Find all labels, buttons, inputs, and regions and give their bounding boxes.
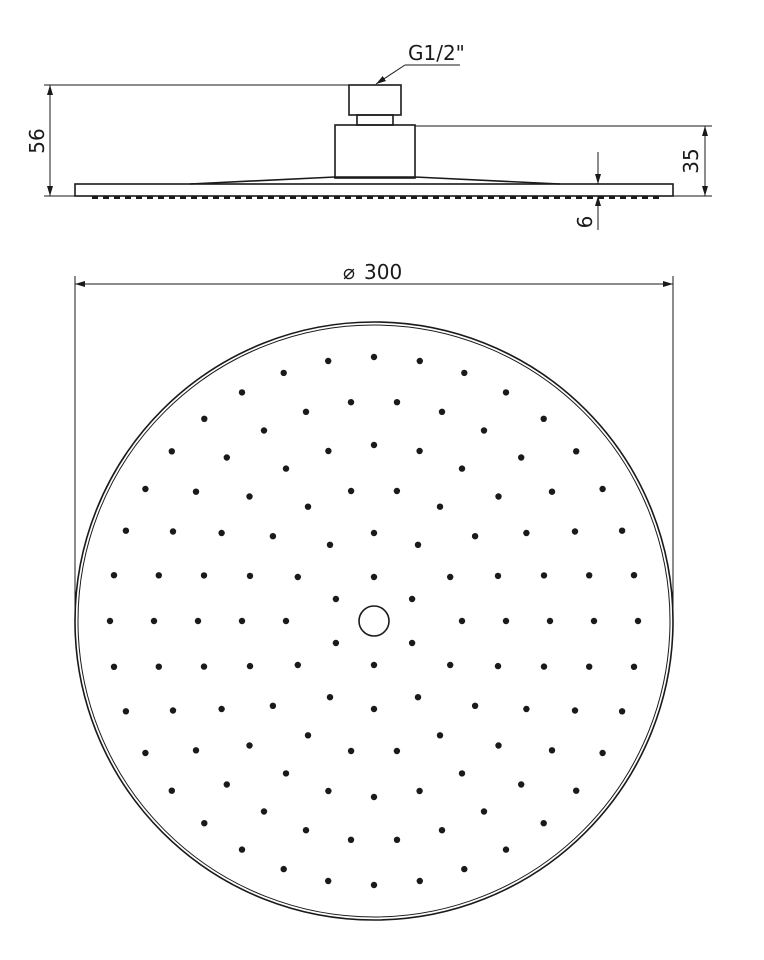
- nozzle-dot: [459, 770, 465, 776]
- side-nozzle: [356, 196, 362, 199]
- side-nozzle: [268, 196, 274, 199]
- nozzle-dot: [239, 618, 245, 624]
- side-nozzle: [510, 196, 516, 199]
- nozzle-dot: [573, 788, 579, 794]
- nozzle-dot: [371, 442, 377, 448]
- nozzle-dot: [295, 574, 301, 580]
- connector-nut: [349, 85, 401, 115]
- diameter-label: 300: [364, 260, 403, 284]
- nozzle-dot: [416, 788, 422, 794]
- nozzle-dot: [503, 389, 509, 395]
- side-nozzle: [191, 196, 197, 199]
- side-nozzle: [312, 196, 318, 199]
- connector-collar: [357, 115, 393, 125]
- nozzle-dot: [325, 878, 331, 884]
- side-nozzle: [455, 196, 461, 199]
- nozzle-dot: [169, 788, 175, 794]
- side-nozzle: [565, 196, 571, 199]
- nozzle-dot: [333, 640, 339, 646]
- nozzle-dot: [549, 747, 555, 753]
- dim-56-label: 56: [25, 128, 49, 154]
- side-nozzle: [444, 196, 450, 199]
- nozzle-dot: [246, 742, 252, 748]
- nozzle-dot: [327, 694, 333, 700]
- nozzle-dot: [394, 488, 400, 494]
- nozzle-dot: [156, 664, 162, 670]
- nozzle-dot: [123, 708, 129, 714]
- head-plate: [75, 184, 673, 196]
- nozzle-dot: [201, 663, 207, 669]
- nozzle-dot: [518, 454, 524, 460]
- side-nozzle: [433, 196, 439, 199]
- nozzle-dot: [371, 530, 377, 536]
- side-nozzle: [532, 196, 538, 199]
- nozzle-dot: [348, 399, 354, 405]
- side-nozzle: [114, 196, 120, 199]
- side-nozzle: [125, 196, 131, 199]
- side-nozzle: [521, 196, 527, 199]
- side-nozzle: [147, 196, 153, 199]
- side-nozzle: [169, 196, 175, 199]
- nozzle-dot: [371, 882, 377, 888]
- nozzle-dot: [409, 596, 415, 602]
- side-nozzle: [576, 196, 582, 199]
- nozzle-dot: [261, 427, 267, 433]
- nozzle-dot: [142, 486, 148, 492]
- nozzle-dot: [518, 781, 524, 787]
- side-nozzle: [213, 196, 219, 199]
- nozzle-dot: [572, 528, 578, 534]
- nozzle-dot: [201, 416, 207, 422]
- nozzle-dot: [503, 618, 509, 624]
- side-view: [25, 41, 712, 230]
- dim-35-label: 35: [679, 148, 703, 174]
- nozzle-dot: [549, 489, 555, 495]
- nozzle-dot: [409, 640, 415, 646]
- nozzle-dot: [283, 465, 289, 471]
- nozzle-dot: [503, 846, 509, 852]
- nozzle-dot: [371, 354, 377, 360]
- nozzle-dot: [447, 662, 453, 668]
- nozzle-dot: [481, 427, 487, 433]
- side-nozzle: [180, 196, 186, 199]
- side-nozzle: [235, 196, 241, 199]
- nozzle-dot: [111, 664, 117, 670]
- nozzle-dot: [635, 618, 641, 624]
- side-nozzle: [323, 196, 329, 199]
- nozzle-dot: [437, 504, 443, 510]
- nozzle-dot: [371, 662, 377, 668]
- nozzle-dot: [348, 488, 354, 494]
- thread-leader: [376, 65, 405, 84]
- side-nozzle: [411, 196, 417, 199]
- side-nozzle: [631, 196, 637, 199]
- side-nozzle: [224, 196, 230, 199]
- nozzle-dot: [111, 572, 117, 578]
- side-nozzle: [279, 196, 285, 199]
- side-nozzle: [477, 196, 483, 199]
- side-nozzle: [202, 196, 208, 199]
- nozzle-dot: [193, 489, 199, 495]
- nozzle-dot: [599, 486, 605, 492]
- nozzle-dot: [142, 750, 148, 756]
- nozzle-dot: [371, 794, 377, 800]
- nozzle-dot: [495, 573, 501, 579]
- nozzle-dot: [348, 748, 354, 754]
- side-nozzle: [290, 196, 296, 199]
- nozzle-dot: [541, 663, 547, 669]
- nozzle-dot: [303, 827, 309, 833]
- nozzle-dot: [303, 409, 309, 415]
- nozzle-dot: [631, 572, 637, 578]
- nozzle-dot: [447, 574, 453, 580]
- side-nozzle: [301, 196, 307, 199]
- thread-label: G1/2": [408, 41, 465, 65]
- nozzle-dot: [631, 664, 637, 670]
- nozzle-dot: [439, 827, 445, 833]
- nozzle-dot: [201, 820, 207, 826]
- nozzle-dot: [281, 866, 287, 872]
- nozzle-dot: [417, 358, 423, 364]
- nozzle-dot: [541, 416, 547, 422]
- arm-block: [335, 125, 415, 178]
- nozzle-dot: [523, 706, 529, 712]
- nozzle-dot: [461, 370, 467, 376]
- side-nozzle: [136, 196, 142, 199]
- nozzle-dot: [481, 808, 487, 814]
- side-nozzle: [609, 196, 615, 199]
- nozzle-dot: [193, 747, 199, 753]
- nozzle-dot: [247, 573, 253, 579]
- nozzle-dot: [619, 708, 625, 714]
- nozzle-dot: [394, 748, 400, 754]
- nozzle-dot: [394, 837, 400, 843]
- nozzle-dot: [439, 409, 445, 415]
- side-nozzle: [378, 196, 384, 199]
- side-nozzle: [488, 196, 494, 199]
- side-nozzle: [158, 196, 164, 199]
- nozzle-dot: [415, 694, 421, 700]
- nozzle-dot: [170, 707, 176, 713]
- nozzle-dot: [371, 574, 377, 580]
- nozzle-dot: [591, 618, 597, 624]
- nozzle-dot: [247, 663, 253, 669]
- nozzle-dot: [224, 781, 230, 787]
- nozzle-dot: [371, 706, 377, 712]
- nozzle-dot: [305, 504, 311, 510]
- nozzle-dot: [495, 663, 501, 669]
- side-nozzle: [400, 196, 406, 199]
- nozzle-dot: [239, 389, 245, 395]
- side-nozzle: [389, 196, 395, 199]
- nozzle-dot: [394, 399, 400, 405]
- nozzle-dot: [246, 493, 252, 499]
- nozzle-dot: [283, 618, 289, 624]
- nozzle-dot: [270, 703, 276, 709]
- nozzle-dot: [170, 528, 176, 534]
- side-nozzle: [367, 196, 373, 199]
- nozzle-dot: [327, 542, 333, 548]
- side-nozzle: [642, 196, 648, 199]
- nozzle-dot: [495, 493, 501, 499]
- side-nozzle: [92, 196, 98, 199]
- dim-6-label: 6: [573, 215, 597, 229]
- nozzle-dot: [305, 732, 311, 738]
- nozzle-dot: [541, 820, 547, 826]
- top-view: [75, 260, 673, 920]
- nozzle-dot: [417, 878, 423, 884]
- nozzle-dot: [523, 530, 529, 536]
- nozzle-dot: [599, 750, 605, 756]
- nozzle-dot: [437, 732, 443, 738]
- side-nozzle: [543, 196, 549, 199]
- nozzle-dot: [325, 448, 331, 454]
- nozzle-dot: [281, 370, 287, 376]
- nozzle-dot: [573, 448, 579, 454]
- side-nozzle: [466, 196, 472, 199]
- side-nozzle: [422, 196, 428, 199]
- nozzle-dot: [547, 618, 553, 624]
- nozzle-dot: [541, 572, 547, 578]
- side-nozzle: [345, 196, 351, 199]
- nozzle-dot: [415, 542, 421, 548]
- nozzle-dot: [459, 465, 465, 471]
- side-nozzle: [103, 196, 109, 199]
- nozzle-dot: [325, 358, 331, 364]
- nozzle-dot: [201, 572, 207, 578]
- nozzle-dot: [472, 533, 478, 539]
- nozzle-dot: [224, 454, 230, 460]
- nozzle-dot: [472, 703, 478, 709]
- side-nozzle: [554, 196, 560, 199]
- nozzle-dot: [239, 846, 245, 852]
- side-nozzle: [499, 196, 505, 199]
- nozzle-dot: [123, 528, 129, 534]
- nozzle-dot: [169, 448, 175, 454]
- nozzle-dot: [348, 837, 354, 843]
- nozzle-dot: [261, 808, 267, 814]
- side-nozzle: [587, 196, 593, 199]
- diameter-symbol: ⌀: [343, 260, 356, 284]
- nozzle-dot: [416, 448, 422, 454]
- nozzle-dot: [107, 618, 113, 624]
- side-nozzle: [620, 196, 626, 199]
- nozzle-dot: [151, 618, 157, 624]
- nozzle-dot: [495, 742, 501, 748]
- nozzle-dot: [619, 528, 625, 534]
- side-nozzle: [653, 196, 659, 199]
- side-nozzle: [334, 196, 340, 199]
- center-cap: [359, 606, 389, 636]
- nozzle-dot: [218, 706, 224, 712]
- nozzle-dot: [586, 572, 592, 578]
- nozzle-dot: [218, 530, 224, 536]
- nozzle-dot: [572, 707, 578, 713]
- nozzle-dot: [459, 618, 465, 624]
- side-nozzle: [598, 196, 604, 199]
- nozzle-dot: [295, 662, 301, 668]
- nozzle-dot: [333, 596, 339, 602]
- nozzle-dot: [270, 533, 276, 539]
- side-nozzle: [246, 196, 252, 199]
- nozzle-dot: [156, 572, 162, 578]
- nozzle-dot: [325, 788, 331, 794]
- nozzle-dot: [283, 770, 289, 776]
- nozzle-dot: [586, 664, 592, 670]
- side-nozzle: [257, 196, 263, 199]
- nozzle-dot: [461, 866, 467, 872]
- nozzle-dot: [195, 618, 201, 624]
